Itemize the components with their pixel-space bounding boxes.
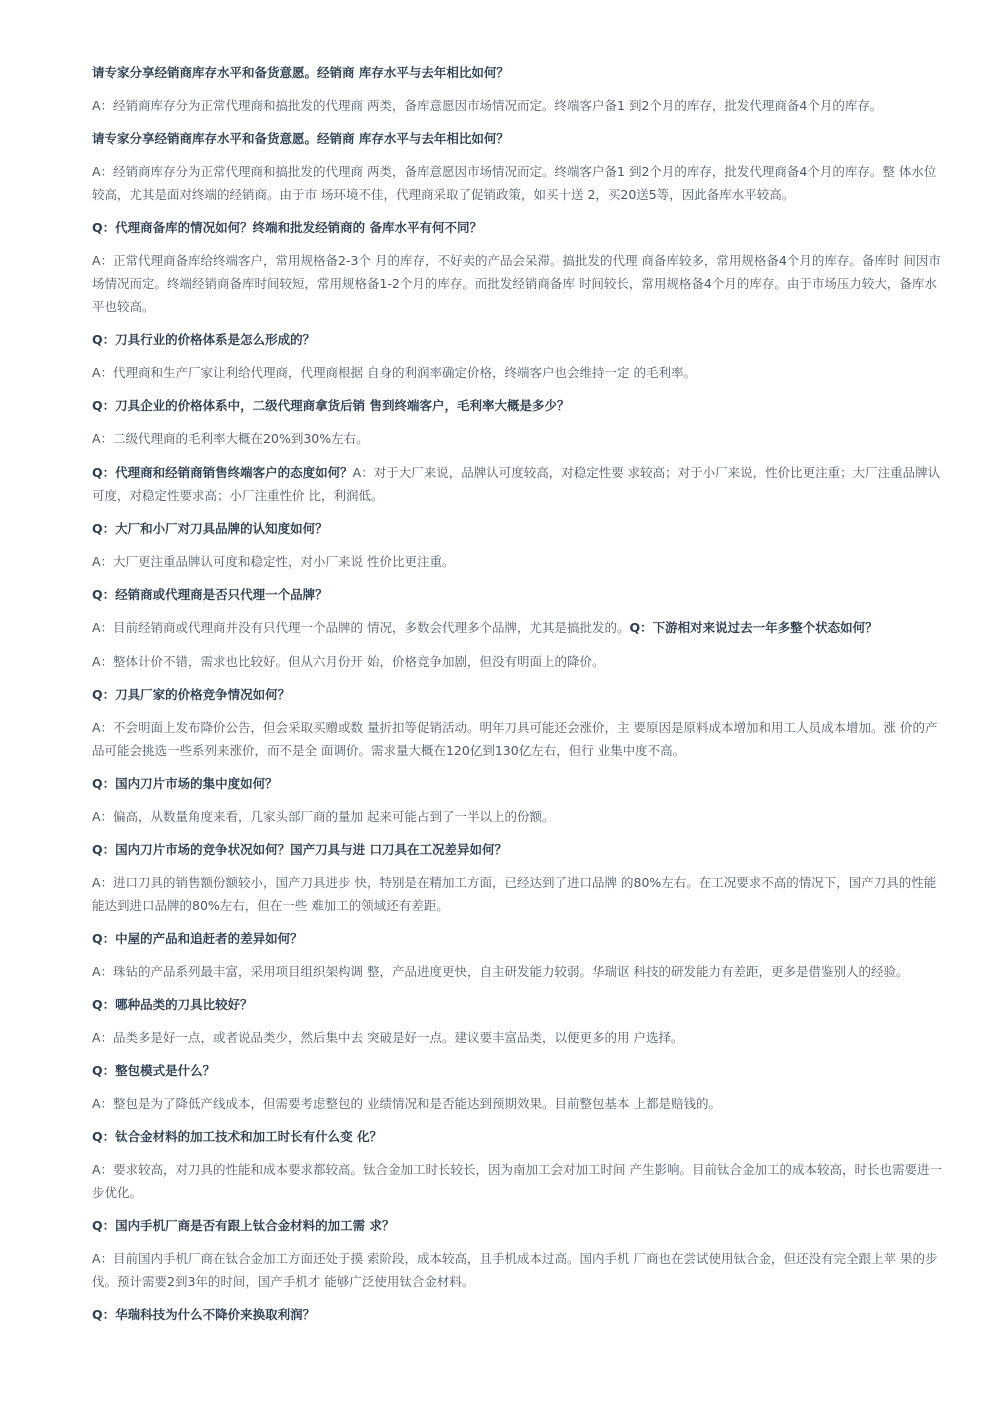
answer: A：目前经销商或代理商并没有只代理一个品牌的 情况，多数会代理多个品牌，尤其是搞批发的。 [92,620,630,635]
question: Q：刀具厂家的价格竞争情况如何？ [92,687,291,702]
question: Q：大厂和小厂对刀具品牌的认知度如何？ [92,521,328,536]
question: Q：国内刀片市场的集中度如何？ [92,776,278,791]
question: Q：哪种品类的刀具比较好？ [92,997,253,1012]
question: Q：刀具企业的价格体系中，二级代理商拿货后销 售到终端客户，毛利率大概是多少？ [92,398,570,413]
question: Q：刀具行业的价格体系是怎么形成的？ [92,332,316,347]
answer: A：整体计价不错，需求也比较好。但从六月份开 始，价格竞争加剧，但没有明面上的降价。 [92,654,605,669]
question: Q：代理商备库的情况如何？终端和批发经销商的 备库水平有何不同？ [92,220,482,235]
question: Q：整包模式是什么？ [92,1063,216,1078]
answer: A：对于大厂来说，品牌认可度较高，对稳定性要 求较高；对于小厂来说，性价比更注重；大厂注重品牌认可度，对稳定性要求高；小厂注重性价 比，利润低。 [92,465,941,503]
question: Q：代理商和经销商销售终端客户的态度如何？ [92,465,353,480]
answer: A：经销商库存分为正常代理商和搞批发的代理商 两类，备库意愿因市场情况而定。终端客户备1 到2个月的库存，批发代理商备4个月的库存。 [92,98,883,113]
answer: A：目前国内手机厂商在钛合金加工方面还处于摸 索阶段，成本较高，且手机成本过高。国内手机 厂商也在尝试使用钛合金，但还没有完全跟上苹 果的步伐。预计需要2到3年的时间，国产手机才 能够广泛使用钛合金材料。 [92,1251,938,1289]
qa-paragraph [92,616,944,639]
answer: A：正常代理商备库给终端客户，常用规格备2-3个 月的库存，不好卖的产品会呆滞。搞批发的代理 商备库较多，常用规格备4个月的库存。备库时 间因市场情况而定。终端经销商备库时间较短，常用规格备1-2个月的库存。而批发经销商备库 时间较长，常用规格备4个月的库存。由于市场压力较大，备库水平也较高。 [92,253,941,314]
answer: A：大厂更注重品牌认可度和稳定性，对小厂来说 性价比更注重。 [92,554,455,569]
document-body [92,62,944,1336]
answer: A：要求较高，对刀具的性能和成本要求都较高。钛合金加工时长较长，因为南加工会对加工时间 产生影响。目前钛合金加工的成本较高，时长也需要进一步优化。 [92,1162,943,1200]
question: Q：经销商或代理商是否只代理一个品牌？ [92,587,328,602]
answer: A：整包是为了降低产线成本，但需要考虑整包的 业绩情况和是否能达到预期效果。目前整包基本 上都是赔钱的。 [92,1096,722,1111]
answer: A：不会明面上发布降价公告，但会采取买赠或数 量折扣等促销活动。明年刀具可能还会涨价，主 要原因是原料成本增加和用工人员成本增加。涨 价的产品可能会挑选一些系列来涨价，而不是全 面调价。需求量大概在120亿到130亿左右，但行 业集中度不高。 [92,720,938,758]
answer: A：二级代理商的毛利率大概在20%到30%左右。 [92,431,369,446]
answer: A：偏高，从数量角度来看，几家头部厂商的量加 起来可能占到了一半以上的份额。 [92,809,555,824]
question: 请专家分享经销商库存水平和备货意愿。经销商 库存水平与去年相比如何？ [92,65,509,80]
answer: A：进口刀具的销售额份额较小，国产刀具进步 快，特别是在精加工方面，已经达到了进口品牌 的80%左右。在工况要求不高的情况下，国产刀具的性能能达到进口品牌的80%左右，但在一些 难加工的领域还有差距。 [92,875,937,913]
question: Q：下游相对来说过去一年多整个状态如何？ [629,620,878,635]
question: Q：中屋的产品和追赶者的差异如何？ [92,931,303,946]
question: Q：钛合金材料的加工技术和加工时长有什么变 化？ [92,1129,382,1144]
answer: A：珠钻的产品系列最丰富，采用项目组织架构调 整，产品进度更快，自主研发能力较弱。华瑞讴 科技的研发能力有差距，更多是借鉴别人的经验。 [92,964,909,979]
question: 请专家分享经销商库存水平和备货意愿。经销商 库存水平与去年相比如何？ [92,131,509,146]
question: Q：华瑞科技为什么不降价来换取利润？ [92,1307,316,1322]
answer: A：品类多是好一点，或者说品类少，然后集中去 突破是好一点。建议要丰富品类，以便更多的用 户选择。 [92,1030,684,1045]
answer: A：代理商和生产厂家让利给代理商，代理商根据 自身的利润率确定价格，终端客户也会维持一定 的毛利率。 [92,365,696,380]
question: Q：国内刀片市场的竞争状况如何？国产刀具与进 口刀具在工况差异如何？ [92,842,507,857]
question: Q：国内手机厂商是否有跟上钛合金材料的加工需 求？ [92,1218,395,1233]
qa-paragraph [92,461,944,507]
answer: A：经销商库存分为正常代理商和搞批发的代理商 两类，备库意愿因市场情况而定。终端客户备1 到2个月的库存，批发代理商备4个月的库存。整 体水位较高，尤其是面对终端的经销商。由于市 场环境不佳，代理商采取了促销政策，如买十送 2，买20送5等，因此备库水平较高。 [92,164,937,202]
